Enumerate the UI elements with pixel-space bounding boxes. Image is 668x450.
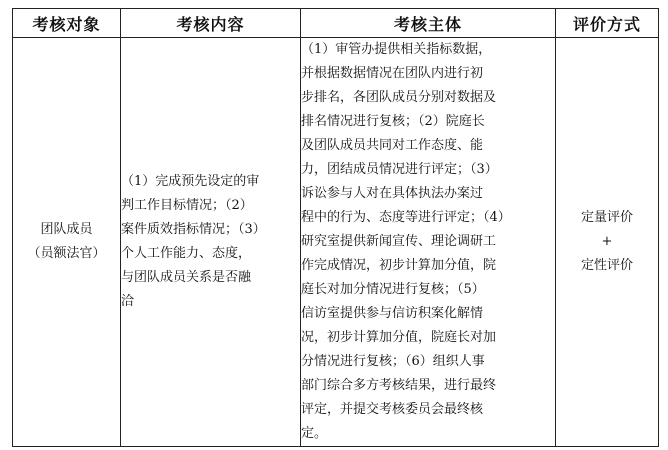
subject-line: 分情况进行复核；（6）组织人事	[301, 354, 485, 369]
table-body	[13, 38, 659, 447]
subject-line: 步排名，各团队成员分别对数据及	[301, 90, 497, 105]
cell-content	[121, 38, 301, 447]
content-line: 洽	[121, 294, 135, 309]
subject-line: 信访室提供参与信访积案化解情	[301, 306, 484, 321]
evaluation-table	[12, 8, 659, 447]
cell-object	[13, 38, 121, 447]
header-row	[13, 9, 659, 38]
subject-line: 评定，并提交考核委员会最终核	[301, 402, 484, 417]
subject-line: 并根据数据情况在团队内进行初	[301, 66, 484, 81]
header-content: 考核内容	[121, 9, 301, 38]
subject-line: 力，团结成员情况进行评定；（3）	[301, 162, 498, 177]
table-row	[13, 38, 659, 447]
cell-method	[556, 38, 659, 447]
content-line: 与团队成员关系是否融	[121, 270, 252, 285]
subject-line: 部门综合多方考核结果，进行最终	[301, 378, 497, 393]
method-line: +	[601, 234, 613, 249]
method-line: 定性评价	[580, 258, 633, 273]
subject-line: 庭长对加分情况进行复核；（5）	[301, 282, 485, 297]
subject-line: 及团队成员共同对工作态度、能	[301, 138, 484, 153]
subject-line: 研究室提供新闻宣传、理论调研工	[301, 234, 497, 249]
content-line: 判工作目标情况；（2）	[121, 198, 253, 213]
subject-line: 程中的行为、态度等进行评定；（4）	[301, 210, 511, 225]
content-line: 个人工作能力、态度，	[121, 246, 252, 261]
subject-line: 作完成情况，初步计算加分值，院	[301, 258, 497, 273]
cell-subject	[301, 38, 556, 447]
object-line: （员额法官）	[27, 246, 106, 261]
table-header	[13, 9, 659, 38]
content-line: （1）完成预先设定的审	[121, 174, 260, 189]
subject-line: （1）审管办提供相关指标数据，	[301, 42, 492, 57]
method-line: 定量评价	[580, 210, 633, 225]
subject-line: 排名情况进行复核；（2）院庭长	[301, 114, 485, 129]
object-line: 团队成员	[40, 222, 93, 237]
header-object: 考核对象	[13, 9, 121, 38]
header-subject: 考核主体	[301, 9, 556, 38]
header-method: 评价方式	[556, 9, 659, 38]
content-line: 案件质效指标情况；（3）	[121, 222, 266, 237]
subject-line: 况，初步计算加分值，院庭长对加	[301, 330, 497, 345]
subject-line: 定。	[301, 426, 328, 441]
subject-line: 诉讼参与人对在具体执法办案过	[301, 186, 484, 201]
